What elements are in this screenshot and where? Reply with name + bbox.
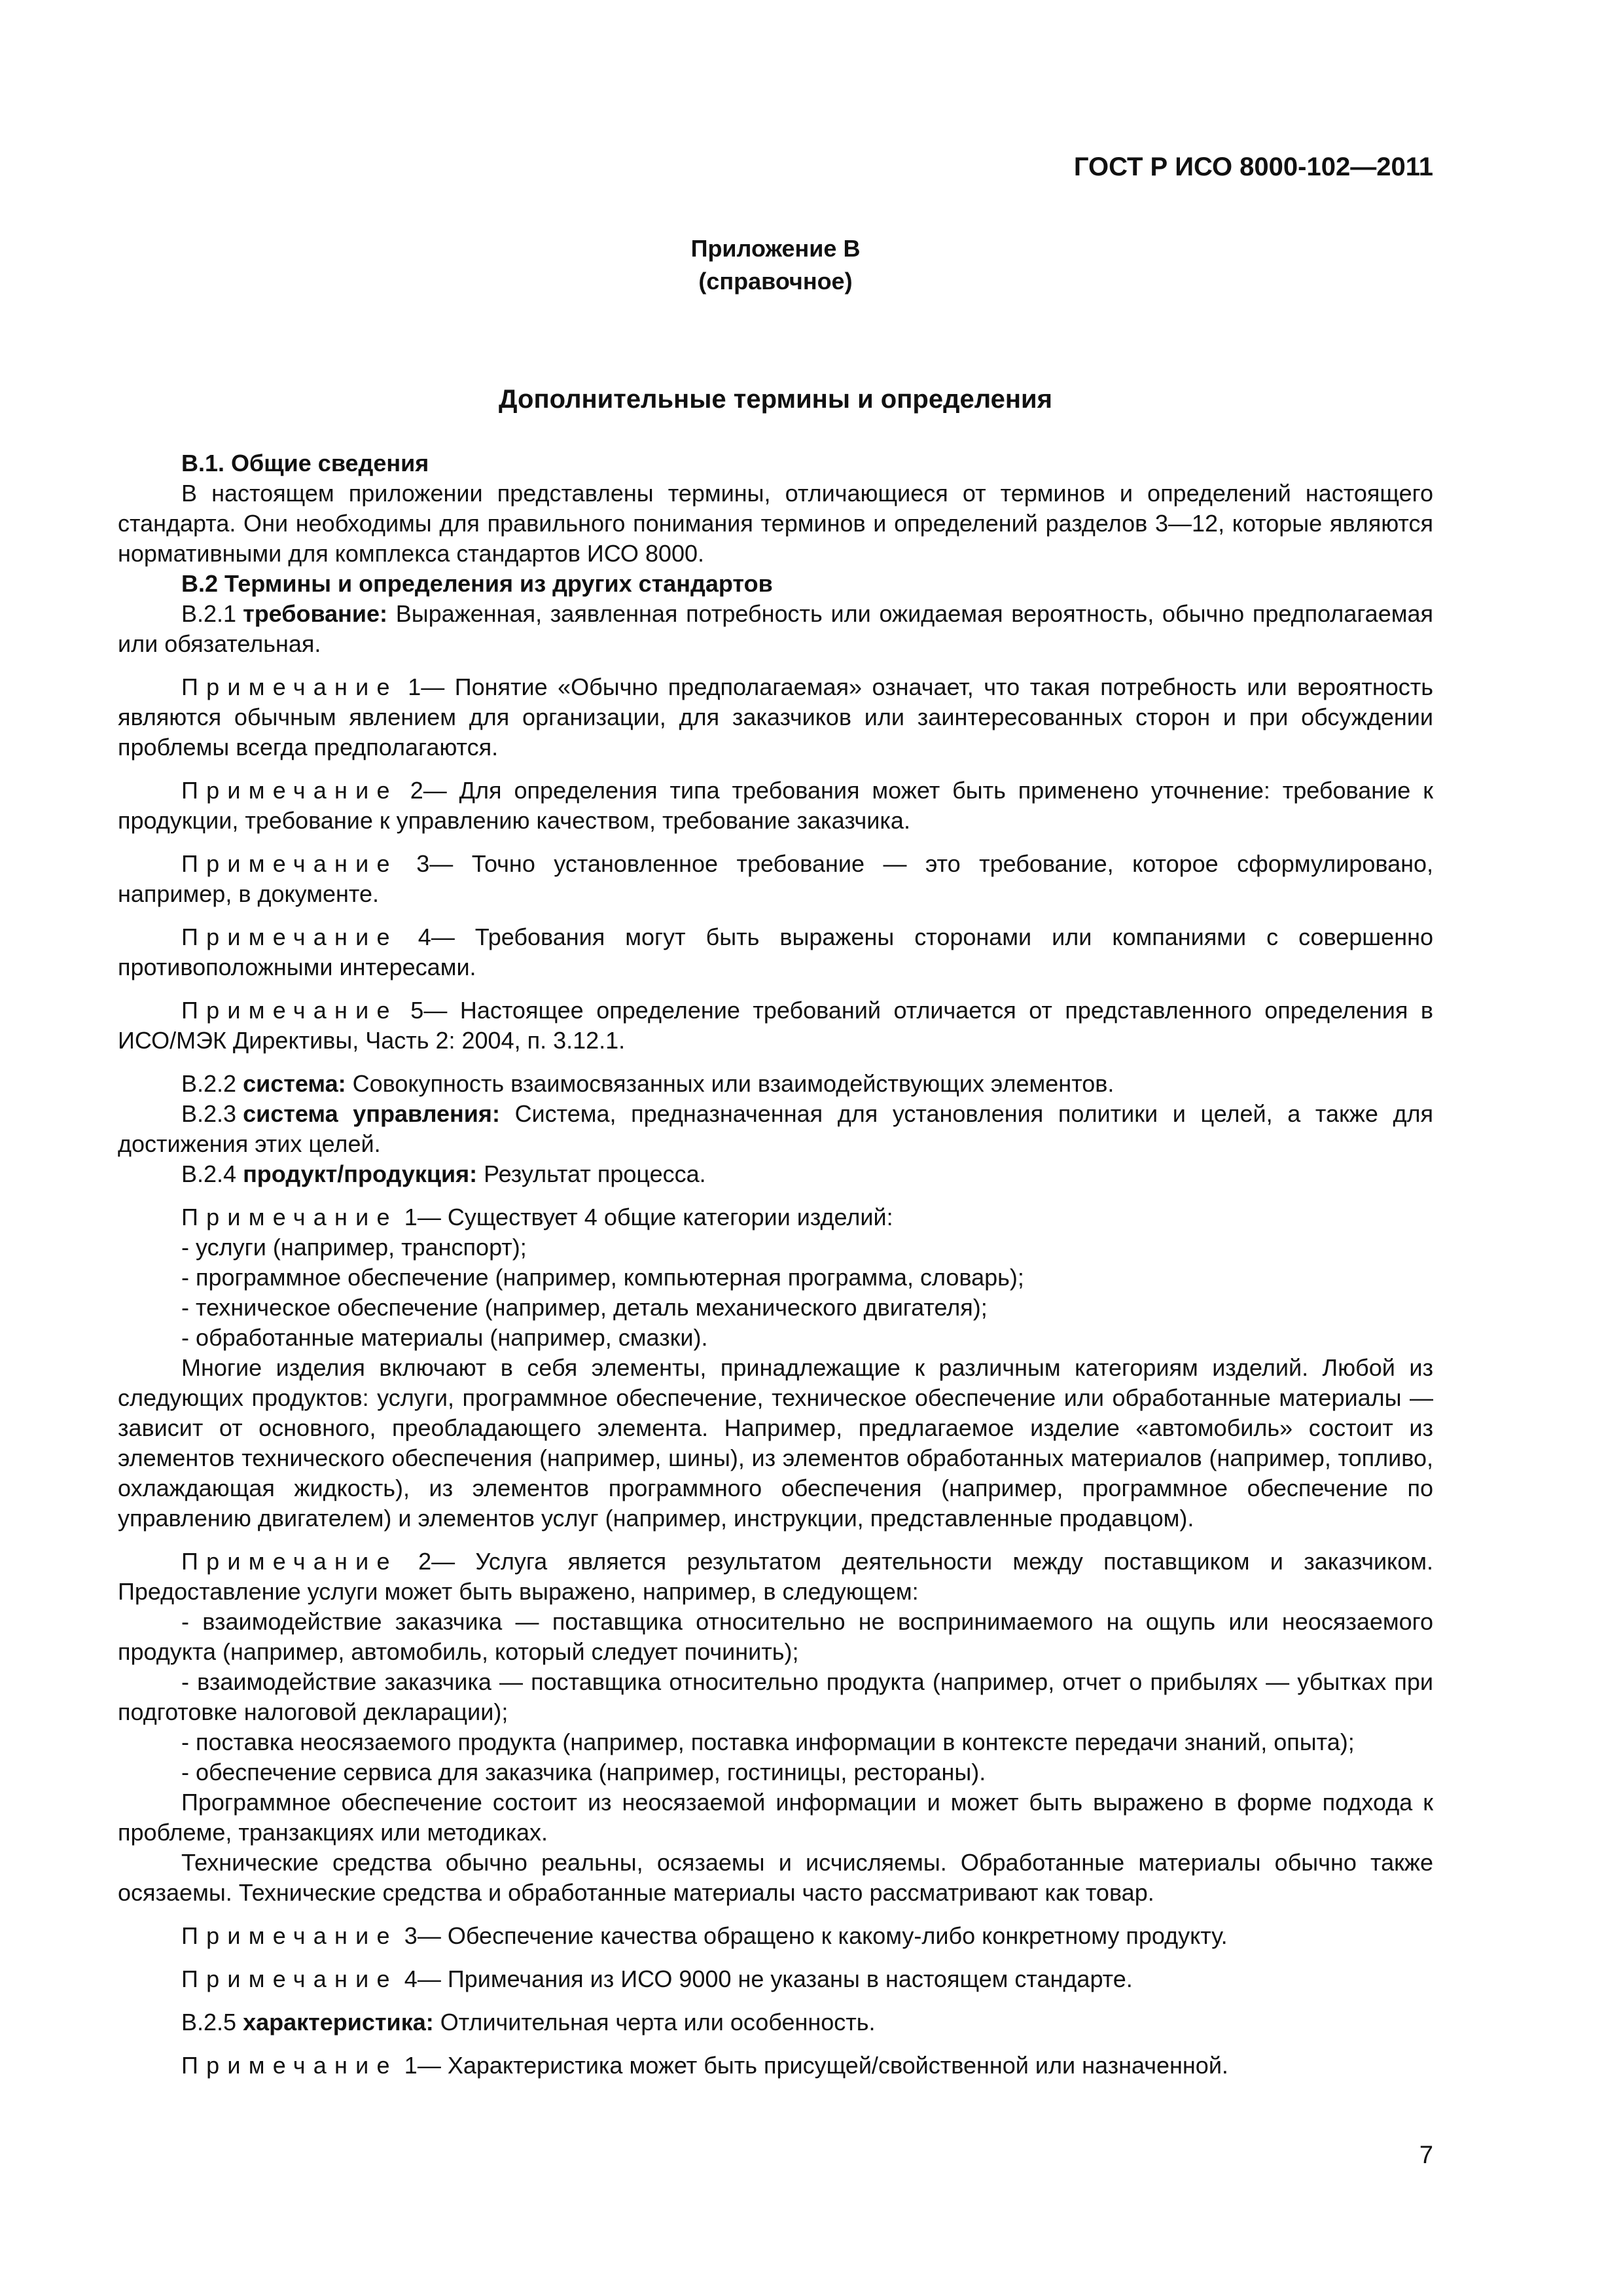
note-number: 2 [418,1548,432,1575]
list-item: - услуги (например, транспорт); [181,1234,527,1261]
note-label: Примечание [181,1548,398,1575]
note-text: — Услуга является результатом деятельности между поставщиком и заказчиком. Предоставление услуги может быть выражено, например, в следующем: [118,1548,1433,1605]
list-item: - взаимодействие заказчика — поставщика относительно продукта (например, отчет о прибылях — убытках при подготовке налоговой декларации); [118,1668,1433,1725]
note-label: Примечание [181,1965,398,1992]
note-b25-1 [118,2051,1433,2081]
note-number: 4 [418,924,431,950]
list-item: - взаимодействие заказчика — поставщика относительно не воспринимаемого на ощупь или неосязаемого продукта (например, автомобиль, который следует починить); [118,1608,1433,1665]
term-definition: Система, предназначенная для установления политики и целей, а также для достижения этих целей. [118,1100,1434,1157]
note-text: — Примечания из ИСО 9000 не указаны в настоящем стандарте. [417,1965,1133,1992]
note-text: — Понятие «Обычно предполагаемая» означает, что такая потребность или вероятность являются обычным явлением для организации, для заказчиков или заинтересованных сторон и при обсуждении проблемы всегда предполагаются. [118,673,1433,761]
term-name: требование: [243,600,388,627]
note-text: — Настоящее определение требований отличается от представленного определения в ИСО/МЭК Директивы, Часть 2: 2004, п. 3.12.1. [118,997,1433,1054]
note-b24-4 [118,1964,1433,1994]
list-item: - обеспечение сервиса для заказчика (например, гостиницы, рестораны). [181,1759,986,1785]
list-item: - программное обеспечение (например, компьютерная программа, словарь); [181,1264,1024,1291]
note-label: Примечание [181,924,398,950]
term-name: продукт/продукция: [243,1160,478,1187]
annex-status: (справочное) [698,268,853,295]
term-number: В.2.2 [181,1070,237,1097]
note-text: — Для определения типа требования может быть применено уточнение: требование к продукции, требование к управлению качеством, требование заказчика. [118,777,1433,834]
document-page [118,151,1433,2245]
term-number: В.2.1 [181,600,237,627]
note-b21-4 [118,922,1433,982]
note-number: 4 [404,1965,418,1992]
note-b24-3 [118,1921,1433,1951]
note-b24-2-paragraph-2: Технические средства обычно реальны, осязаемы и исчисляемы. Обработанные материалы обычно также осязаемы. Технические средства и обработанные материалы часто рассматривают как товар. [118,1849,1433,1906]
note-b24-1 [118,1202,1433,1232]
page-number: 7 [1419,2142,1433,2169]
term-name: характеристика: [243,2009,434,2036]
note-label: Примечание [181,2052,398,2079]
note-label: Примечание [181,1922,398,1949]
body-text [118,448,1433,2081]
note-number: 2 [410,777,423,804]
term-b23 [118,1099,1433,1159]
note-label: Примечание [181,673,398,700]
list-item: - техническое обеспечение (например, деталь механического двигателя); [181,1294,988,1321]
note-text: — Точно установленное требование — это требование, которое сформулировано, например, в документе. [118,850,1433,907]
note-number: 1 [404,1204,418,1230]
annex-heading [118,232,1433,298]
term-name: система управления: [243,1100,500,1127]
term-number: В.2.5 [181,2009,237,2036]
note-number: 1 [404,2052,418,2079]
term-definition: Совокупность взаимосвязанных или взаимодействующих элементов. [352,1070,1115,1097]
note-b24-2-paragraph-1: Программное обеспечение состоит из неосязаемой информации и может быть выражено в форме подхода к проблеме, транзакциях или методиках. [118,1789,1433,1846]
note-label: Примечание [181,777,398,804]
note-number: 5 [410,997,424,1024]
note-label: Примечание [181,850,398,877]
standard-code: ГОСТ Р ИСО 8000-102—2011 [1073,152,1433,181]
term-definition: Результат процесса. [484,1160,706,1187]
annex-title: Приложение В [690,235,861,262]
term-definition: Выраженная, заявленная потребность или ожидаемая вероятность, обычно предполагаемая или обязательная. [118,600,1433,657]
note-label: Примечание [181,1204,398,1230]
note-b21-3 [118,849,1433,909]
note-b21-1 [118,672,1433,762]
note-b21-2 [118,776,1433,836]
section-title: Дополнительные термины и определения [499,385,1052,414]
note-number: 3 [404,1922,418,1949]
note-number: 1 [408,673,421,700]
note-text: — Существует 4 общие категории изделий: [417,1204,893,1230]
term-b21 [118,599,1433,659]
note-b21-5 [118,996,1433,1056]
note-number: 3 [416,850,430,877]
term-name: система: [243,1070,346,1097]
note-text: — Характеристика может быть присущей/свойственной или назначенной. [417,2052,1228,2079]
term-b25 [118,2007,1433,2037]
note-label: Примечание [181,997,398,1024]
term-b22 [118,1069,1433,1099]
list-item: - обработанные материалы (например, смазки). [181,1324,708,1351]
term-number: В.2.3 [181,1100,237,1127]
list-item: - поставка неосязаемого продукта (например, поставка информации в контексте передачи знаний, опыта); [181,1729,1355,1755]
note-text: — Требования могут быть выражены сторонами или компаниями с совершенно противоположными интересами. [118,924,1433,980]
b1-heading: В.1. Общие сведения [181,450,429,476]
note-b24-1-paragraph: Многие изделия включают в себя элементы, принадлежащие к различным категориям изделий. Любой из следующих продуктов: услуги, программное обеспечение, техническое обеспечение или обработанные материалы — зависит от основного, преобладающего элемента. Например, предлагаемое изделие «автомобиль» состоит из элементов технического обеспечения (например, шины), из элементов обработанных материалов (например, топливо, охлаждающая жидкость), из элементов программного обеспечения (например, программное обеспечение по управлению двигателем) и элементов услуг (например, инструкции, представленные продавцом). [118,1354,1433,1532]
note-text: — Обеспечение качества обращено к какому-либо конкретному продукту. [417,1922,1228,1949]
note-b24-2 [118,1547,1433,1607]
term-definition: Отличительная черта или особенность. [440,2009,876,2036]
term-b24 [118,1159,1433,1189]
term-number: В.2.4 [181,1160,237,1187]
b1-text: В настоящем приложении представлены термины, отличающиеся от терминов и определений настоящего стандарта. Они необходимы для правильного понимания терминов и определений разделов 3—12, которые являются нормативными для комплекса стандартов ИСО 8000. [118,480,1433,567]
b2-heading: В.2 Термины и определения из других стандартов [181,570,773,597]
